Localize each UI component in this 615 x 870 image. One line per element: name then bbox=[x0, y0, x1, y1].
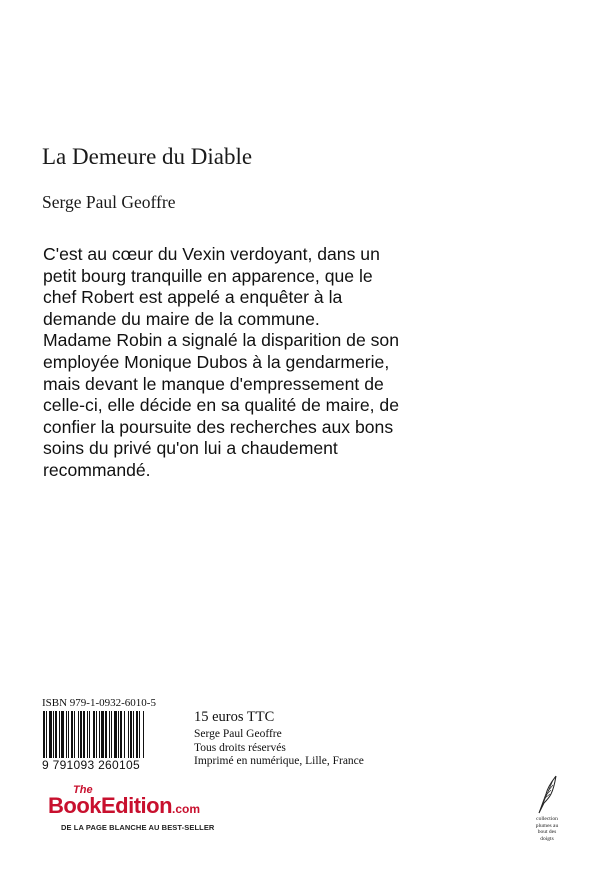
barcode-bar bbox=[66, 711, 67, 763]
barcode-bar bbox=[130, 711, 132, 763]
barcode-bar bbox=[61, 711, 64, 763]
blurb-line: Madame Robin a signalé la disparition de son bbox=[43, 330, 399, 351]
barcode-bar bbox=[43, 711, 45, 763]
barcode-bar bbox=[74, 711, 75, 763]
logo-wordmark bbox=[48, 793, 200, 819]
barcode-bar bbox=[59, 711, 60, 763]
barcode-bar bbox=[99, 711, 100, 763]
barcode-bar bbox=[89, 711, 90, 763]
blurb-line: confier la poursuite des recherches aux bons bbox=[43, 416, 394, 437]
logo-the: The bbox=[73, 784, 93, 796]
barcode-bar bbox=[133, 711, 134, 763]
bookedition-logo bbox=[48, 784, 248, 844]
barcode-bar bbox=[101, 711, 104, 763]
blurb-line: petit bourg tranquille en apparence, que le bbox=[43, 265, 373, 286]
logo-edition: Edition bbox=[101, 793, 173, 818]
barcode-bar bbox=[114, 711, 117, 763]
blurb-line: C'est au cœur du Vexin verdoyant, dans un bbox=[43, 244, 380, 264]
collection-text-line: doigts bbox=[540, 835, 554, 842]
barcode-bar bbox=[53, 711, 54, 763]
barcode-bar bbox=[96, 711, 97, 763]
barcode-bar bbox=[105, 711, 107, 763]
collection-text-line: collection bbox=[536, 816, 558, 822]
blurb-line: recommandé. bbox=[43, 459, 151, 480]
legal-line: Imprimé en numérique, Lille, France bbox=[194, 755, 364, 767]
book-author: Serge Paul Geoffre bbox=[42, 192, 176, 212]
barcode-bar bbox=[128, 711, 129, 763]
barcode-bar bbox=[109, 711, 110, 763]
collection-name bbox=[527, 816, 567, 842]
barcode-bar bbox=[93, 711, 95, 763]
barcode-bar bbox=[124, 711, 125, 763]
logo-book: Book bbox=[48, 793, 101, 818]
barcode-bar bbox=[46, 711, 47, 763]
barcode-bar bbox=[55, 711, 57, 763]
barcode-bar bbox=[71, 711, 73, 763]
quill-feather-icon bbox=[536, 774, 558, 814]
blurb-line: celle-ci, elle décide en sa qualité de maire, de bbox=[43, 395, 399, 416]
barcode bbox=[42, 711, 182, 763]
back-cover-blurb bbox=[43, 244, 463, 482]
barcode-digits: 9 791093 260105 bbox=[42, 758, 182, 772]
barcode-bar bbox=[49, 711, 52, 763]
blurb-line: mais devant le manque d'empressement de bbox=[43, 373, 384, 394]
barcode-bar bbox=[118, 711, 119, 763]
collection-text-line: bout des bbox=[537, 829, 557, 835]
logo-com: .com bbox=[172, 802, 201, 816]
barcode-bar bbox=[83, 711, 85, 763]
blurb-line: chef Robert est appelé a enquêter à la bbox=[43, 287, 343, 308]
collection-emblem bbox=[527, 774, 567, 842]
collection-text-line: plumes au bbox=[535, 822, 559, 829]
legal-info bbox=[194, 728, 364, 769]
barcode-bar bbox=[80, 711, 82, 763]
blurb-line: soins du privé qu'on lui a chaudement bbox=[43, 438, 338, 459]
logo-tagline: DE LA PAGE BLANCHE AU BEST-SELLER bbox=[61, 823, 215, 832]
barcode-bar bbox=[78, 711, 79, 763]
legal-line: Serge Paul Geoffre bbox=[194, 728, 282, 740]
barcode-bar bbox=[87, 711, 88, 763]
book-title: La Demeure du Diable bbox=[42, 144, 253, 169]
barcode-bar bbox=[143, 711, 144, 763]
barcode-bar bbox=[111, 711, 112, 763]
isbn-label: ISBN 979-1-0932-6010-5 bbox=[42, 697, 156, 709]
barcode-bar bbox=[136, 711, 138, 763]
barcode-bar bbox=[120, 711, 122, 763]
blurb-line: employée Monique Dubos à la gendarmerie, bbox=[43, 351, 390, 372]
barcode-bar bbox=[139, 711, 140, 763]
price: 15 euros TTC bbox=[194, 709, 275, 725]
barcode-bar bbox=[68, 711, 69, 763]
legal-line: Tous droits réservés bbox=[194, 741, 286, 754]
blurb-line: demande du maire de la commune. bbox=[43, 308, 320, 329]
